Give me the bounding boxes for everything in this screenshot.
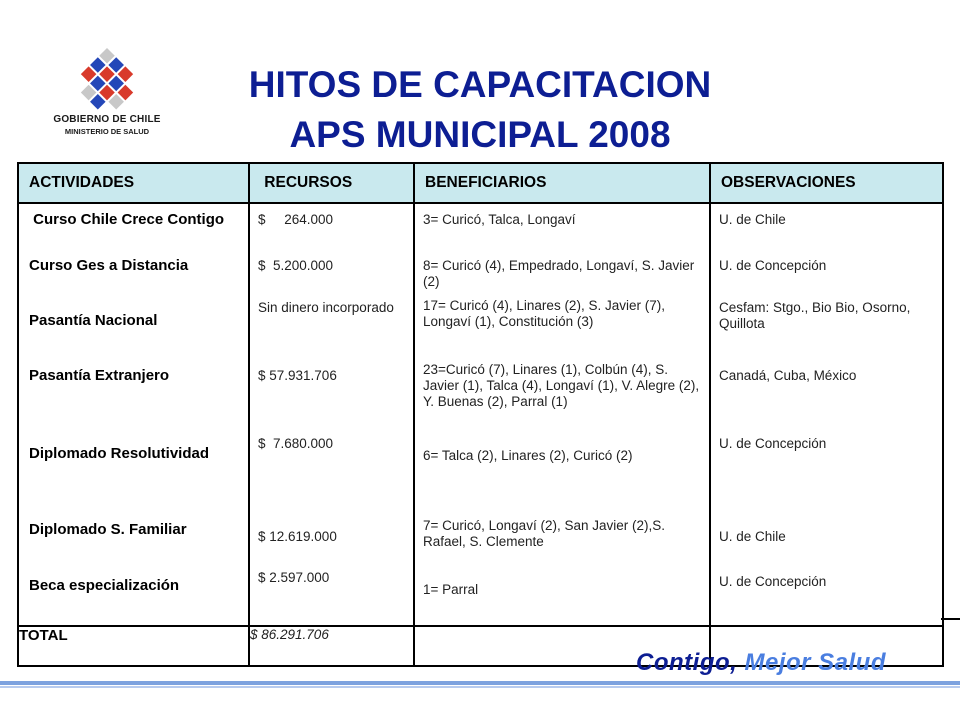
slogan-contigo: Contigo, [636, 649, 738, 676]
observaciones-cell [710, 203, 943, 626]
beneficiario-item: 17= Curicó (4), Linares (2), S. Javier (7), Longaví (1), Constitución (3) [423, 298, 665, 329]
header-observaciones: OBSERVACIONES [710, 163, 943, 203]
footer-bar [0, 681, 960, 685]
slogan [636, 649, 886, 677]
header-beneficiarios: BENEFICIARIOS [414, 163, 710, 203]
beneficiario-item: 3= Curicó, Talca, Longaví [423, 212, 576, 227]
logo-text-gobierno: GOBIERNO DE CHILE [53, 114, 161, 125]
total-value: $ 86.291.706 [249, 626, 414, 666]
table-body-row [18, 203, 943, 626]
beneficiario-item: 6= Talca (2), Linares (2), Curicó (2) [423, 448, 633, 463]
actividad-item: Curso Ges a Distancia [29, 257, 189, 274]
page-title [180, 60, 780, 160]
footer-bar-thin [0, 686, 960, 688]
title-line-2: APS MUNICIPAL 2008 [289, 114, 671, 155]
observacion-item: Cesfam: Stgo., Bio Bio, Osorno, Quillota [719, 300, 911, 331]
actividades-cell [18, 203, 249, 626]
gobierno-logo-icon [60, 42, 154, 112]
recurso-item: $ 57.931.706 [258, 368, 337, 383]
beneficiario-item: 1= Parral [423, 582, 479, 597]
table-extension-line [941, 618, 960, 620]
recurso-item: $ 2.597.000 [258, 570, 330, 585]
recurso-item: $ 5.200.000 [258, 258, 334, 273]
recurso-item: $ 7.680.000 [258, 436, 334, 451]
observacion-item: U. de Chile [719, 529, 786, 544]
observacion-item: U. de Concepción [719, 436, 827, 451]
gobierno-logo [42, 42, 172, 142]
observacion-item: U. de Chile [719, 212, 786, 227]
hitos-table [17, 162, 944, 667]
recurso-item: $ 12.619.000 [258, 529, 337, 544]
actividad-item: Curso Chile Crece Contigo [29, 211, 225, 228]
recurso-item: $ 264.000 [258, 212, 334, 227]
actividad-item: Diplomado S. Familiar [29, 521, 187, 538]
slogan-mejor-salud: Mejor Salud [744, 649, 887, 676]
recurso-item: Sin dinero incorporado [258, 300, 394, 315]
beneficiarios-cell [414, 203, 710, 626]
header-actividades: ACTIVIDADES [18, 163, 249, 203]
observacion-item: Canadá, Cuba, México [719, 368, 857, 383]
actividad-item: Diplomado Resolutividad [29, 445, 210, 462]
beneficiario-item: 8= Curicó (4), Empedrado, Longaví, S. Javier (2) [423, 258, 695, 289]
actividad-item: Pasantía Extranjero [29, 367, 170, 384]
actividad-item: Pasantía Nacional [29, 312, 158, 329]
table-header-row [18, 163, 943, 203]
recursos-cell [249, 203, 414, 626]
logo-text-ministerio: MINISTERIO DE SALUD [64, 127, 150, 136]
title-line-1: HITOS DE CAPACITACION [248, 64, 712, 105]
beneficiario-item: 23=Curicó (7), Linares (1), Colbún (4), S. Javier (1), Talca (4), Longaví (1), V. Alegre (2), Y. Buenas (2), Parral (1) [423, 362, 700, 409]
observacion-item: U. de Concepción [719, 574, 827, 589]
observacion-item: U. de Concepción [719, 258, 827, 273]
total-label: TOTAL [18, 626, 249, 666]
actividad-item: Beca especialización [29, 577, 180, 594]
beneficiario-item: 7= Curicó, Longaví (2), San Javier (2),S. Rafael, S. Clemente [423, 518, 665, 549]
header-recursos: RECURSOS [249, 163, 414, 203]
